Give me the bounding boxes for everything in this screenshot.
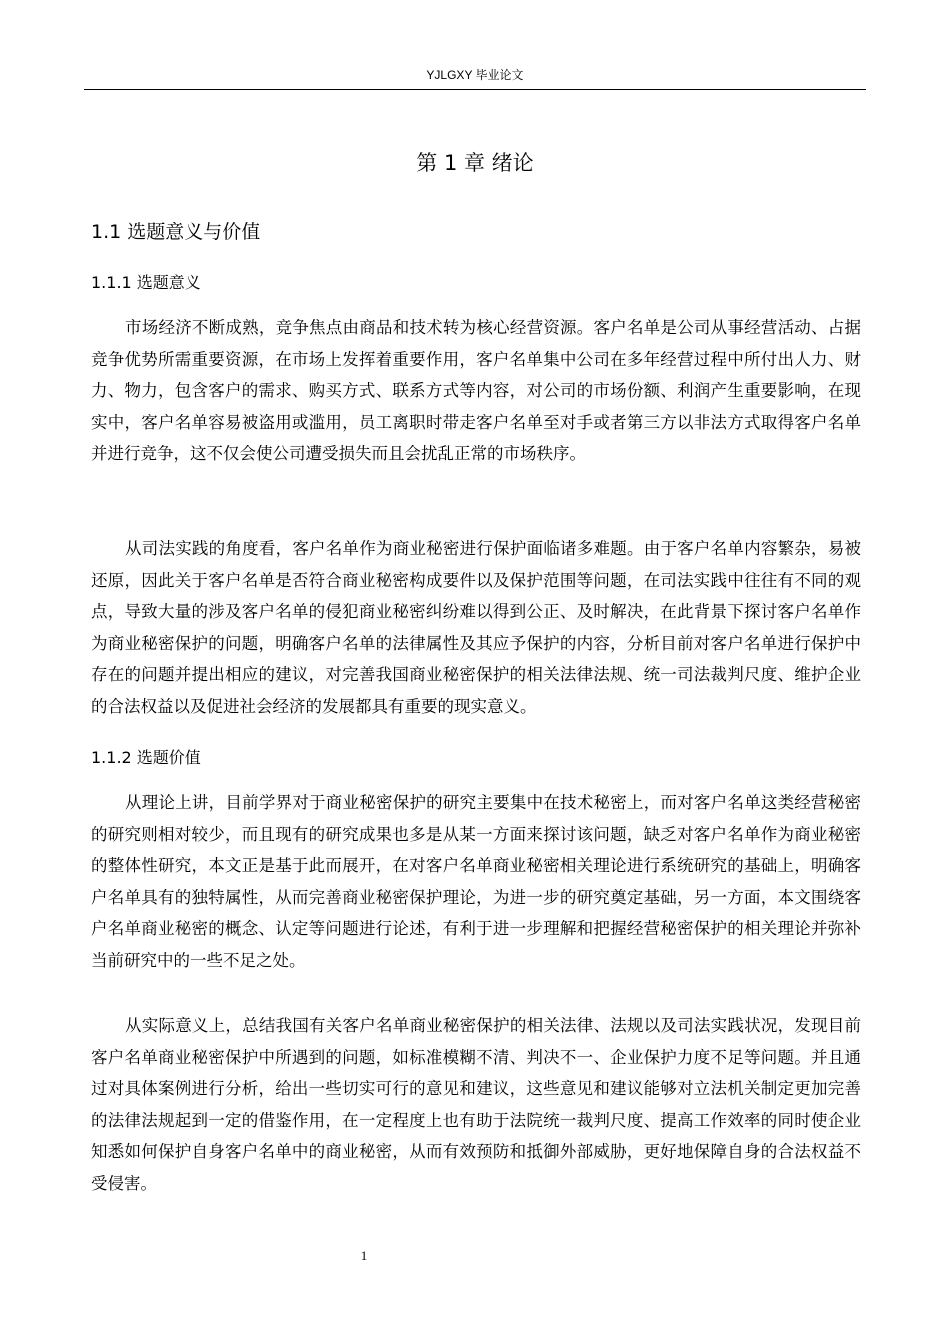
paragraph: 从理论上讲，目前学界对于商业秘密保护的研究主要集中在技术秘密上，而对客户名单这类经营秘密的研究则相对较少，而且现有的研究成果也多是从某一方面来探讨该问题，缺乏对客户名单作为商业秘密的整体性研究，本文正是基于此而展开，在对客户名单商业秘密相关理论进行系统研究的基础上，明确客户名单具有的独特属性，从而完善商业秘密保护理论，为进一步的研究奠定基础，另一方面，本文围绕客户名单商业秘密的概念、认定等问题进行论述，有利于进一步理解和把握经营秘密保护的相关理论并弥补当前研究中的一些不足之处。 xyxy=(91,793,861,970)
paragraph: 从司法实践的角度看，客户名单作为商业秘密进行保护面临诸多难题。由于客户名单内容繁杂，易被还原，因此关于客户名单是否符合商业秘密构成要件以及保护范围等问题，在司法实践中往往有不同的观点，导致大量的涉及客户名单的侵犯商业秘密纠纷难以得到公正、及时解决，在此背景下探讨客户名单作为商业秘密保护的问题，明确客户名单的法律属性及其应予保护的内容，分析目前对客户名单进行保护中存在的问题并提出相应的建议，对完善我国商业秘密保护的相关法律法规、统一司法裁判尺度、维护企业的合法权益以及促进社会经济的发展都具有重要的现实意义。 xyxy=(91,539,861,716)
subsection-heading-1-1-2: 1.1.2 选题价值 xyxy=(91,748,201,767)
chapter-title: 第 1 章 绪论 xyxy=(416,151,534,175)
paragraph: 从实际意义上，总结我国有关客户名单商业秘密保护的相关法律、法规以及司法实践状况，发现目前客户名单商业秘密保护中所遇到的问题，如标准模糊不清、判决不一、企业保护力度不足等问题。并且通过对具体案例进行分析，给出一些切实可行的意见和建议，这些意见和建议能够对立法机关制定更加完善的法律法规起到一定的借鉴作用，在一定程度上也有助于法院统一裁判尺度、提高工作效率的同时使企业知悉如何保护自身客户名单中的商业秘密，从而有效预防和抵御外部威胁，更好地保障自身的合法权益不受侵害。 xyxy=(91,1016,861,1193)
subsection-heading-1-1-1: 1.1.1 选题意义 xyxy=(91,273,201,292)
section-heading-1-1: 1.1 选题意义与价值 xyxy=(91,221,261,243)
page-number: 1 xyxy=(360,1248,368,1263)
running-header: YJLGXY 毕业论文 xyxy=(426,68,524,82)
header-rule xyxy=(84,89,866,90)
paragraph: 市场经济不断成熟，竞争焦点由商品和技术转为核心经营资源。客户名单是公司从事经营活动、占据竞争优势所需重要资源，在市场上发挥着重要作用，客户名单集中公司在多年经营过程中所付出人力、财力、物力，包含客户的需求、购买方式、联系方式等内容，对公司的市场份额、利润产生重要影响，在现实中，客户名单容易被盗用或滥用，员工离职时带走客户名单至对手或者第三方以非法方式取得客户名单并进行竞争，这不仅会使公司遭受损失而且会扰乱正常的市场秩序。 xyxy=(91,318,861,464)
